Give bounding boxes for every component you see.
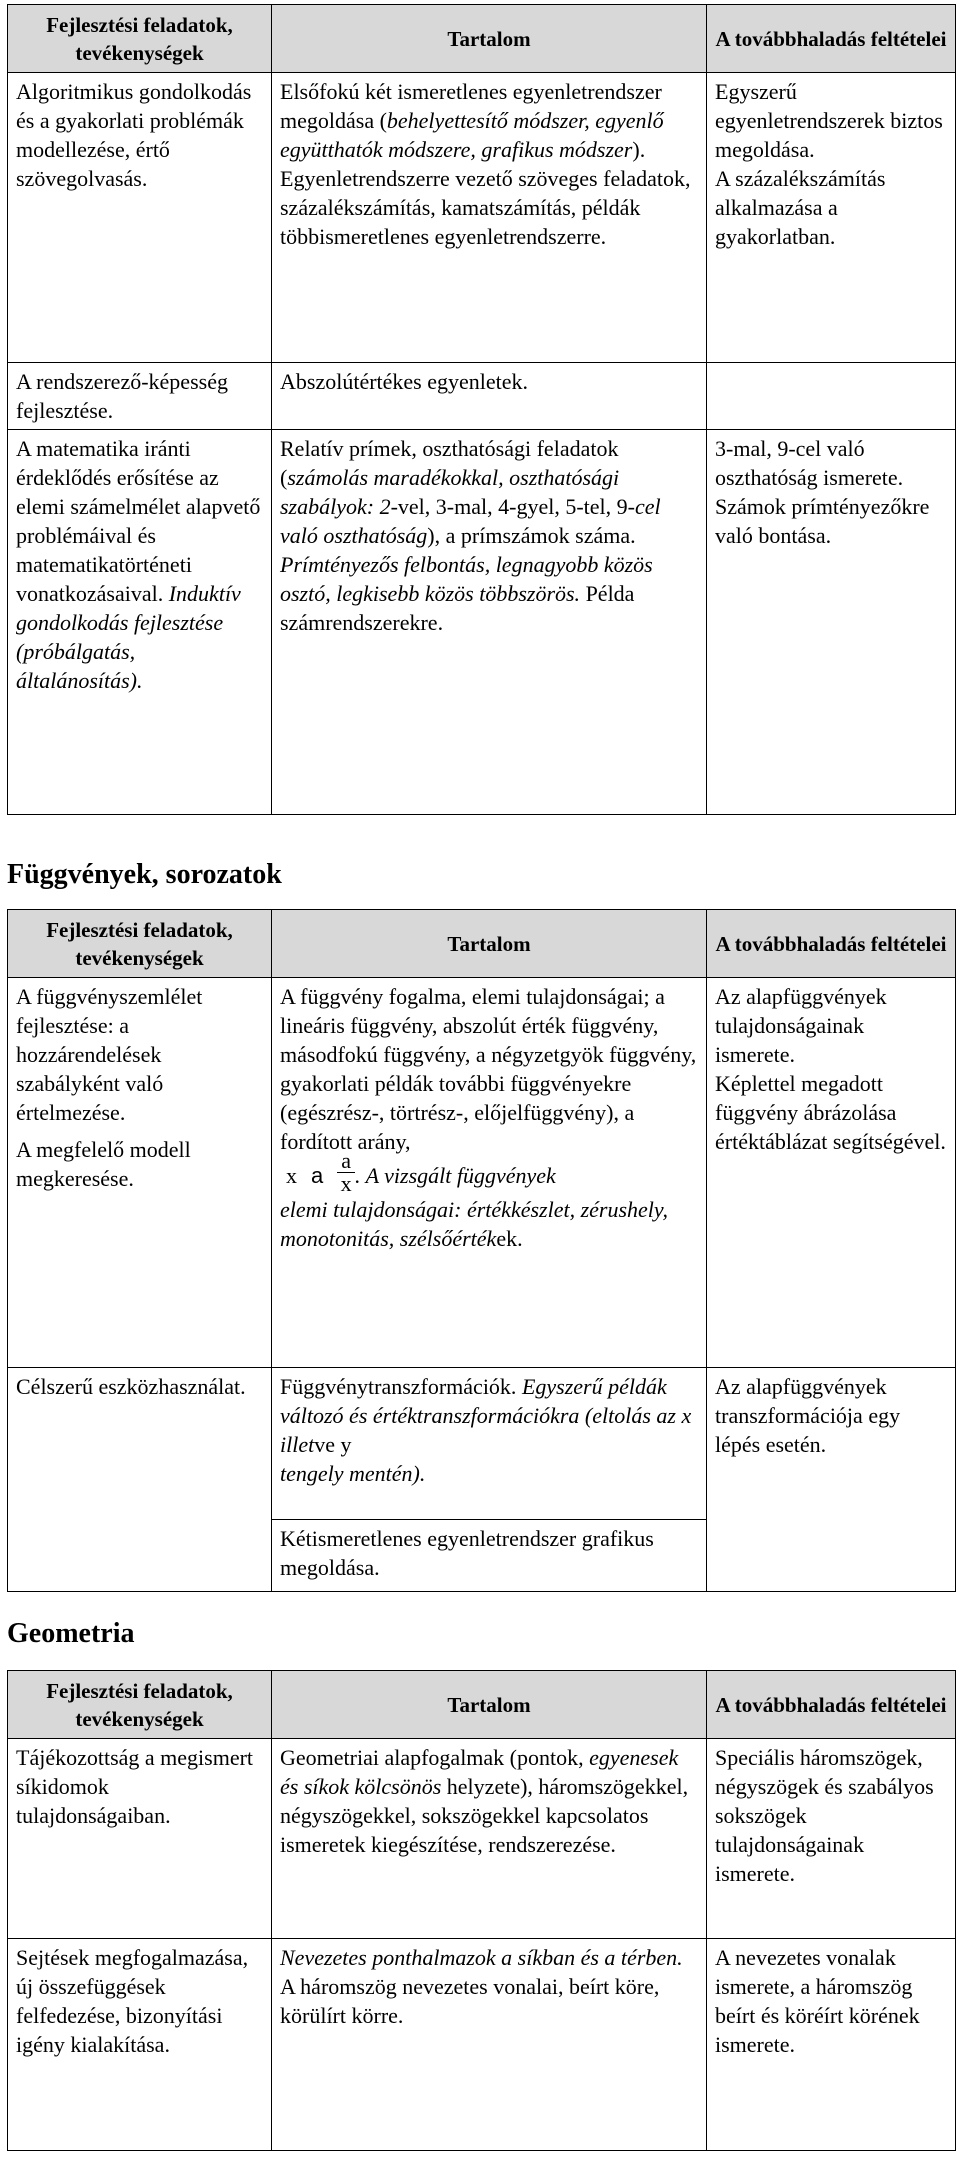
t1-r3-content-d: -cel való oszthatóság xyxy=(280,494,661,548)
t3-r1-requirements xyxy=(707,1739,956,1939)
t2-r2-req: Az alapfüggvények transzformációja egy lépés esetén. xyxy=(715,1374,901,1457)
t1-r3-content-b: számolás maradékokkal, oszthatósági szabályok: 2 xyxy=(280,465,620,519)
formula-variable: x xyxy=(286,1163,297,1188)
t2-r2-requirements xyxy=(707,1368,956,1592)
t2-r1-content-b: . A vizsgált függvények xyxy=(355,1163,556,1188)
t3-r1-content-b: egyenesek és síkok kölcsönös xyxy=(280,1745,679,1799)
t1-r2-content xyxy=(272,363,707,430)
t1-r3-requirements xyxy=(707,430,956,815)
t3-r2-content-a: Nevezetes ponthalmazok a síkban és a térben. xyxy=(280,1945,683,1970)
t3-r1-req: Speciális háromszögek, négyszögek és szabályos sokszögek tulajdonságainak ismerete. xyxy=(715,1745,934,1886)
t1-r1-content-text-b: behelyettesítő módszer, egyenlő együtthatók módszere, grafikus módszer xyxy=(280,108,664,162)
t2-r2-content-d: ve xyxy=(314,1432,335,1457)
t2-r1-activities-a: A függvényszemlélet fejlesztése: a hozzárendelések szabályként való értelmezése. xyxy=(16,984,203,1125)
t1-r3-req-a: 3-mal, 9-cel való oszthatóság ismerete. xyxy=(715,436,904,490)
t3-r1-activities xyxy=(8,1739,272,1939)
t2-r2-content-b: Egyszerű példák változó és értéktranszfor xyxy=(280,1374,667,1428)
t2-r1-requirements xyxy=(707,978,956,1368)
t3-r1-content-c: helyzete), háromszögekkel, négyszögekkel, sokszögekkel kapcsolatos ismeretek kiegészítése, rendszerezése. xyxy=(280,1774,689,1857)
t2-r1-req-a: Az alapfüggvények tulajdonságainak ismerete. xyxy=(715,984,887,1067)
formula-maps-to: a xyxy=(311,1163,324,1188)
t1-r1-req-a: Egyszerű egyenletrendszerek biztos megoldása. xyxy=(715,79,943,162)
t2-r2-content-a: Függvénytranszformációk. xyxy=(280,1374,517,1399)
header-requirements-2: A továbbhaladás feltételei xyxy=(707,910,956,978)
t3-r1-activities-text: Tájékozottság a megismert síkidomok tulajdonságaiban. xyxy=(16,1745,254,1828)
t2-r2-content-c: mációkra (eltolás az x illet xyxy=(280,1403,692,1457)
header-activities-3: Fejlesztési feladatok, tevékenységek xyxy=(8,1671,272,1739)
t1-r1-content-text-a: Elsőfokú két ismeretlenes egyenletrendszer megoldása ( xyxy=(280,79,662,133)
header-activities: Fejlesztési feladatok, tevékenységek xyxy=(8,5,272,73)
t1-r1-content-text-d: Egyenletrendszerre vezető szöveges feladatok, százalékszámítás, kamatszámítás, példák többismeretlenes egyenletrendszerre. xyxy=(280,166,691,249)
t1-r2-activities xyxy=(8,363,272,430)
curriculum-table-1 xyxy=(7,4,956,815)
header-content: Tartalom xyxy=(272,5,707,73)
t1-r3-content-f: Prímtényezős felbontás, legnagyobb közös osztó, legkisebb közös többszörös. xyxy=(280,552,653,606)
curriculum-table-3 xyxy=(7,1670,956,2151)
t1-r3-activities xyxy=(8,430,272,815)
t1-r3-content-e: ), a prímszámok száma. xyxy=(427,523,636,548)
t2-r2-activities xyxy=(8,1368,272,1592)
t1-r1-content xyxy=(272,73,707,363)
t3-r2-content xyxy=(272,1939,707,2151)
t2-r1-activities xyxy=(8,978,272,1368)
t1-r3-content-a: Relatív prímek, oszthatósági feladatok ( xyxy=(280,436,619,490)
t3-r2-requirements xyxy=(707,1939,956,2151)
t2-r1-activities-b: A megfelelő modell megkeresése. xyxy=(16,1137,191,1191)
header-content-2: Tartalom xyxy=(272,910,707,978)
t1-r1-req-b: A százalékszámítás alkalmazása a gyakorlatban. xyxy=(715,166,886,249)
inverse-proportion-formula xyxy=(280,1148,355,1196)
formula-denominator: x xyxy=(340,1171,352,1196)
t3-r1-content-a: Geometriai alapfogalmak (pontok, xyxy=(280,1745,590,1770)
t1-r3-activities-text-b: Induktív gondolkodás fejlesztése (próbálgatás, általánosítás). xyxy=(16,581,241,693)
t3-r1-content xyxy=(272,1739,707,1939)
t1-r3-activities-text-a: A matematika iránti érdeklődés erősítése az elemi számelmélet alapvető problémáival és matematikatörténeti vonatkozásaival. xyxy=(16,436,261,606)
t1-r3-content xyxy=(272,430,707,815)
header-requirements: A továbbhaladás feltételei xyxy=(707,5,956,73)
curriculum-table-2 xyxy=(7,909,956,1592)
t3-r2-req: A nevezetes vonalak ismerete, a háromszög beírt és köréírt körének ismerete. xyxy=(715,1945,920,2057)
t1-r1-activities-text: Algoritmikus gondolkodás és a gyakorlati problémák modellezése, értő szövegolvasás. xyxy=(16,79,252,191)
t2-r1-content-a: A függvény fogalma, elemi tulajdonságai; a lineáris függvény, abszolút érték függvény, másodfokú függvény, a négyzetgyök függvény, gyakorlati példák további függvényekre (egészrész-, törtrész-, előjelfüggvény), a fordított arány, xyxy=(280,984,697,1154)
t1-r3-content-g: Példa számrendszerekre. xyxy=(280,581,635,635)
t3-r2-activities-text: Sejtések megfogalmazása, új összefüggések felfedezése, bizonyítási igény kialakítása. xyxy=(16,1945,249,2057)
formula-fraction xyxy=(337,1150,355,1195)
t2-r2-content xyxy=(272,1368,707,1520)
header-content-3: Tartalom xyxy=(272,1671,707,1739)
t1-r3-req-b: Számok prímtényezőkre való bontása. xyxy=(715,494,930,548)
t1-r3-content-c: -vel, 3-mal, 4-gyel, 5-tel, 9 xyxy=(390,494,628,519)
t1-r2-requirements xyxy=(707,363,956,430)
t1-r1-activities xyxy=(8,73,272,363)
t3-r2-content-b: A háromszög nevezetes vonalai, beírt köre, körülírt körre. xyxy=(280,1974,660,2028)
t2-r1-content xyxy=(272,978,707,1368)
t2-r2-content-f: tengely mentén). xyxy=(280,1461,426,1486)
t1-r2-content-text: Abszolútértékes egyenletek. xyxy=(280,369,529,394)
header-activities-2: Fejlesztési feladatok, tevékenységek xyxy=(8,910,272,978)
formula-numerator: a xyxy=(337,1150,355,1173)
t2-r1-req-b: Képlettel megadott függvény ábrázolása értéktáblázat segítségével. xyxy=(715,1071,946,1154)
t2-r1-content-d: ek. xyxy=(496,1226,523,1251)
t1-r1-requirements xyxy=(707,73,956,363)
t2-r3-content xyxy=(272,1520,707,1592)
t2-r3-content-text: Kétismeretlenes egyenletrendszer grafikus megoldása. xyxy=(280,1526,654,1580)
t3-r2-activities xyxy=(8,1939,272,2151)
section-title-geometry: Geometria xyxy=(7,1618,135,1649)
t2-r2-activities-text: Célszerű eszközhasználat. xyxy=(16,1374,246,1399)
t1-r1-content-text-c: ). xyxy=(632,137,646,162)
header-requirements-3: A továbbhaladás feltételei xyxy=(707,1671,956,1739)
section-title-functions: Függvények, sorozatok xyxy=(7,859,282,890)
t2-r1-content-c: elemi tulajdonságai: értékkészlet, zérushely, monotonitás, szélsőérték xyxy=(280,1197,668,1251)
t1-r2-activities-text: A rendszerező-képesség fejlesztése. xyxy=(16,369,228,423)
t2-r2-content-e: y xyxy=(334,1432,352,1457)
